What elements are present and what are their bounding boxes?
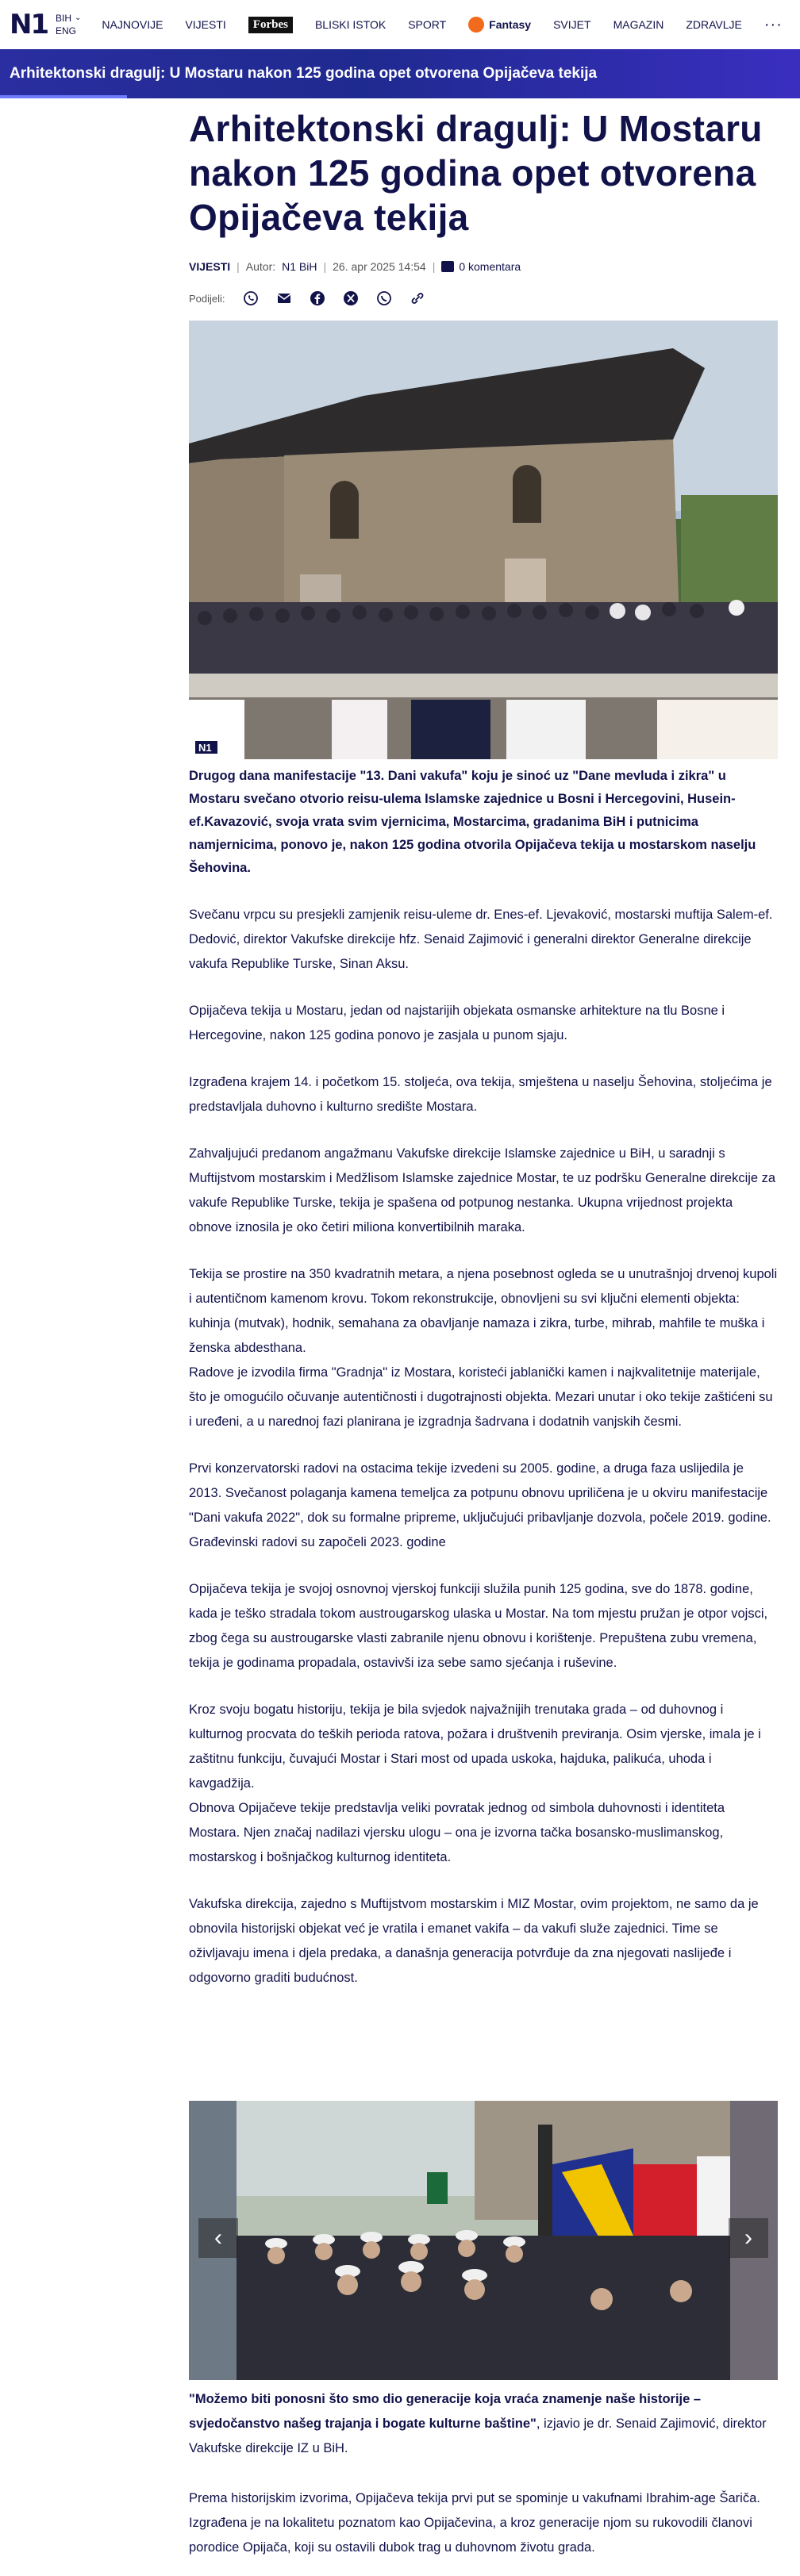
gallery-photo — [189, 2101, 778, 2380]
nav-najnovije[interactable]: NAJNOVIJE — [102, 18, 163, 31]
body-paragraph: Svečanu vrpcu su presjekli zamjenik reisu-uleme dr. Enes-ef. Ljevaković, mostarski muftija Salem-ef. Dedović, direktor Vakufske direkcije hfz. Senaid Zajimović i generalni direktor Generalne direkcije vakufa Republike Turske, Sinan Aksu. — [189, 908, 773, 971]
quote-attribution: , izjavio je dr. Senaid Zajimović, direktor Vakufske direkcije IZ u BiH. — [189, 2417, 767, 2455]
nav-links — [102, 16, 782, 34]
body-paragraph: Tekija se prostire na 350 kvadratnih metara, a njena posebnost ogleda se u unutrašnjoj drvenoj kupoli i autentičnom kamenom krovu. Tokom rekonstrukcije, obnovljeni su svi ključni elementi objekta: kuhinja (mutvak), hodnik, semahana za obavljanje namaza i zikra, turbe, mihrab, mahfile te muška i ženska abdesthana. — [189, 1267, 778, 1355]
more-menu-icon[interactable]: ··· — [763, 15, 783, 33]
share-bar — [189, 290, 778, 306]
body-paragraph: Obnova Opijačeve tekije predstavlja veliki povratak jednog od simbola duhovnosti i identiteta Mostara. Njen značaj nadilazi vjersku ulogu – ona je izvorna tačka bosansko-muslimanskog, mostarskog i bošnjačkog kulturnog identiteta. — [189, 1801, 725, 1864]
fantasy-logo-icon — [468, 17, 484, 33]
body-paragraph: Opijačeva tekija u Mostaru, jedan od najstarijih objekata osmanske arhitekture na tlu Bosne i Hercegovine, nakon 125 godina ponovo je zasjala u punom sjaju. — [189, 1004, 725, 1042]
nav-zdravlje[interactable]: ZDRAVLJE — [686, 18, 742, 31]
comment-icon — [441, 261, 454, 272]
email-share-icon[interactable] — [276, 290, 292, 306]
language-switcher[interactable] — [56, 12, 81, 37]
nav-bliski-istok[interactable]: BLISKI ISTOK — [314, 18, 387, 31]
article-lead: Drugog dana manifestacije "13. Dani vakufa" koju je sinoć uz "Dane mevluda i zikra" u Mostaru svečano otvorio reisu-ulema Islamske zajednice u Bosni i Hercegovini, Husein-ef.Kavazović, svoja vrata svim vjernicima, Mostarcima, gradanima BiH i putnicima namjernicima, ponovo je, nakon 125 godina otvorila Opijačeva tekija u mostarskom naselju Šehovina. — [189, 769, 756, 875]
nav-vijesti[interactable]: VIJESTI — [185, 18, 226, 31]
article-title-banner — [0, 49, 800, 98]
article-headline: Arhitektonski dragulj: U Mostaru nakon 125 godina opet otvorena Opijačeva tekija — [189, 108, 763, 238]
image-gallery[interactable] — [189, 2101, 778, 2380]
nav-magazin[interactable]: MAGAZIN — [613, 18, 664, 31]
viber-share-icon[interactable] — [376, 290, 392, 306]
article-meta — [189, 260, 778, 273]
category-link[interactable]: VIJESTI — [189, 260, 231, 273]
quote-text: "Možemo biti ponosni što smo dio generacije koja vraća znamenje naše historije – svjedočanstvo našeg trajanja i bogate kulturne baštine" — [189, 2392, 702, 2431]
article-body — [189, 903, 778, 1991]
body-paragraph: Zahvaljujući predanom angažmanu Vakufske direkcije Islamske zajednice u BiH, u saradnji s Muftijstvom mostarskim i Medžlisom Islamske zajednice Mostar, te uz podršku Generalne direkcije za vakufe Republike Turske, tekija je spašena od potpunog nestanka. Ukupna vrijednost projekta obnove iznosila je oko četiri miliona konvertibilnih maraka. — [189, 1146, 776, 1234]
image-watermark: N1 — [198, 742, 212, 754]
gallery-prev-button[interactable]: ‹ — [198, 2218, 238, 2258]
top-navigation — [0, 0, 800, 49]
publish-date: 26. apr 2025 14:54 — [333, 260, 426, 273]
meta-divider: | — [323, 260, 327, 273]
facebook-share-icon[interactable] — [310, 290, 325, 306]
body-paragraph: Prvi konzervatorski radovi na ostacima tekije izvedeni su 2005. godine, a druga faza uslijedila je 2013. Svečanost polaganja kamena temeljca za potpunu obnovu upriličena je u okviru manifestacije "Dani vakufa 2022", dok su formalne pripreme, uključujući pribavljanje dozvola, počele 2019. godine. Građevinski radovi su započeli 2023. godine — [189, 1461, 771, 1549]
author-name[interactable]: N1 BiH — [282, 260, 317, 273]
reading-progress-bar — [0, 95, 127, 98]
logo-text: N1 — [10, 9, 48, 40]
banner-title: Arhitektonski dragulj: U Mostaru nakon 125 godina opet otvorena Opijačeva tekija — [10, 65, 598, 82]
comments-count: 0 komentara — [459, 260, 521, 273]
nav-sport[interactable]: SPORT — [408, 18, 447, 31]
nav-forbes[interactable]: Forbes — [248, 17, 293, 33]
body-paragraph: Vakufska direkcija, zajedno s Muftijstvom mostarskim i MIZ Mostar, ovim projektom, ne samo da je obnovila historijski objekat već je vratila i emanet vakifa – da vakufi služe zajednici. Time se oživljavaju imena i djela predaka, a današnja generacija potvrđuje da zna njegovati naslijeđe i odgovorno graditi budućnost. — [189, 1897, 759, 1985]
lang-eng[interactable]: ENG — [56, 25, 77, 36]
author-label: Autor: — [245, 260, 276, 273]
tekija-photo — [189, 321, 778, 759]
body-paragraph: Opijačeva tekija je svojoj osnovnoj vjerskoj funkciji služila punih 125 godina, sve do 1878. godine, kada je teško stradala tokom austrougarskog ulaska u Mostar. Na tom mjestu pružan je otpor vojsci, zbog čega su austrougarske vlasti zabranile njenu obnovu i korištenje. Prepuštena zubu vremena, tekija je godinama propadala, ostavivši iza sebe samo sjećanja i ruševine. — [189, 1582, 768, 1670]
body-paragraph: Prema historijskim izvorima, Opijačeva tekija prvi put se spominje u vakufnami Ibrahim-age Šariča. Izgrađena je na lokalitetu poznatom kao Opijačevina, a kroz generacije njom su rukovodili članovi porodice Opijača, koji su ostavili dubok trag u duhovnom životu grada. — [189, 2491, 760, 2555]
body-paragraph: Kroz svoju bogatu historiju, tekija je bila svjedok najvažnijih trenutaka grada – od duhovnog i kulturnog procvata do teških perioda ratova, požara i društvenih previranja. Osim vjerske, imala je i zaštitnu funkciju, čuvajući Mostar i Stari most od upada uskoka, hajduka, palikuća, uhoda i kavgadžija. — [189, 1703, 761, 1791]
gallery-next-button[interactable]: › — [729, 2218, 768, 2258]
body-paragraph: Radove je izvodila firma "Gradnja" iz Mostara, koristeći jablanički kamen i najkvalitetnije materijale, što je omogućilo očuvanje autentičnosti i dugotrajnosti objekta. Mezari unutar i oko tekije zaštićeni su i uređeni, a u narednoj fazi planirana je izgradnja šadrvana i dodatnih vanjskih česmi. — [189, 1365, 773, 1429]
quote-paragraph — [189, 2387, 778, 2461]
copy-link-icon[interactable] — [410, 290, 425, 306]
meta-divider: | — [237, 260, 240, 273]
body-paragraph: Izgrađena krajem 14. i početkom 15. stoljeća, ova tekija, smještena u naselju Šehovina, stoljećima je predstavljala duhovno i kulturno središte Mostara. — [189, 1075, 772, 1114]
share-label: Podijeli: — [189, 292, 225, 305]
comments-link[interactable] — [441, 260, 521, 273]
x-share-icon[interactable] — [343, 290, 359, 306]
whatsapp-share-icon[interactable] — [243, 290, 259, 306]
article — [189, 98, 778, 2555]
meta-divider: | — [432, 260, 436, 273]
nav-fantasy[interactable] — [468, 17, 531, 33]
hero-image[interactable] — [189, 321, 778, 759]
lang-bih[interactable]: BIH — [56, 13, 72, 24]
nav-svijet[interactable]: SVIJET — [553, 18, 591, 31]
chevron-down-icon[interactable]: ⌄ — [75, 13, 82, 22]
n1-logo[interactable] — [10, 9, 51, 40]
nav-fantasy-label: Fantasy — [489, 18, 532, 31]
